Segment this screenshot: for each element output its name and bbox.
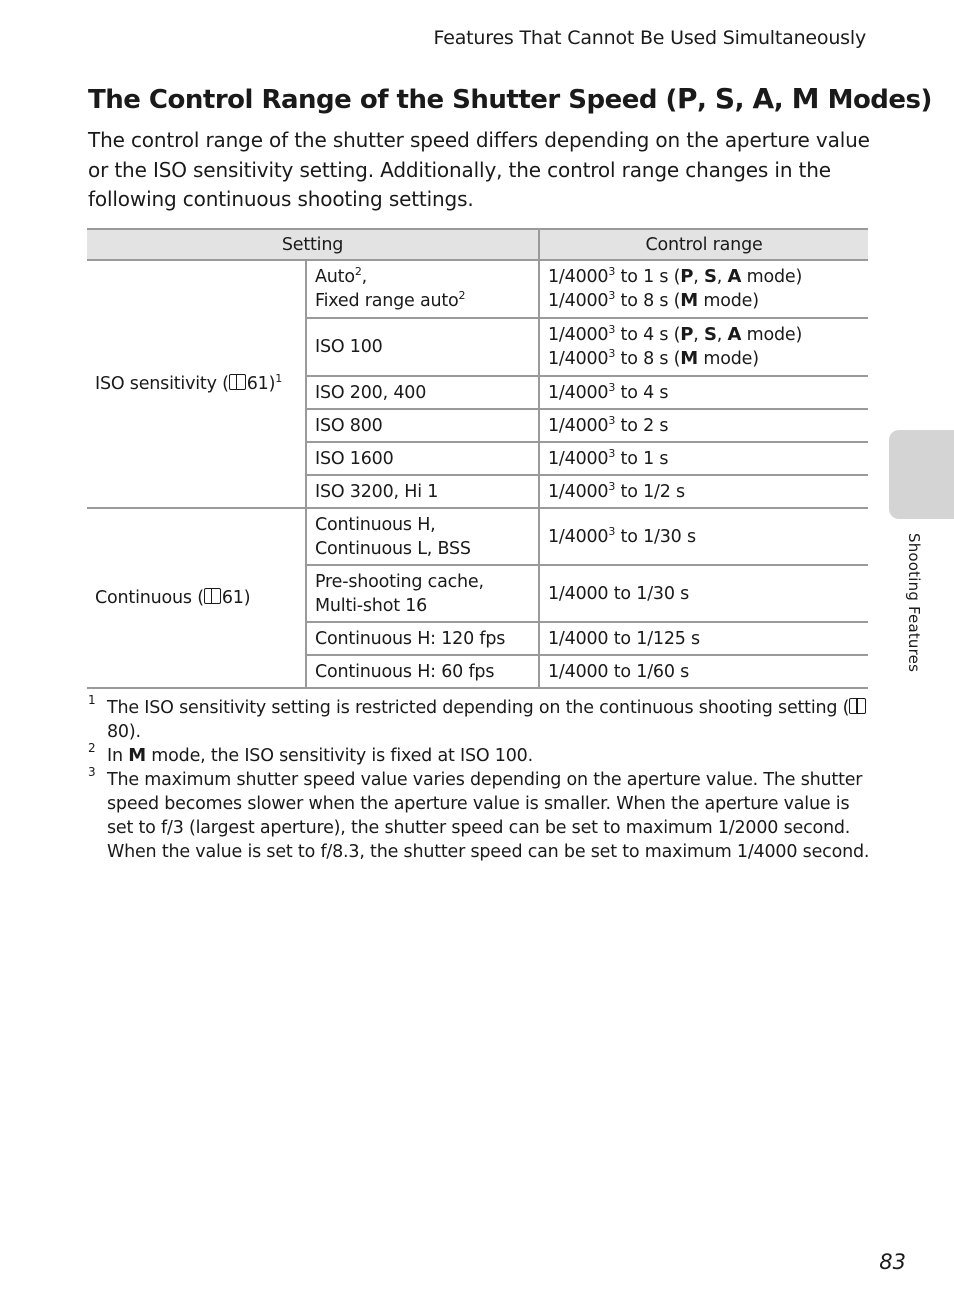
book-icon bbox=[204, 588, 221, 604]
mode-p-icon: P bbox=[680, 266, 694, 287]
range-cell: 1/4000$^3$ to 1 s (P, S, A mode) 1/4000$^3$ to 8 s (M mode) bbox=[539, 260, 868, 318]
shutter-range-table bbox=[87, 228, 868, 689]
mode-s-icon: S bbox=[704, 324, 717, 345]
range-cell: 1/4000$^3$ to 4 s (P, S, A mode) 1/4000$^3$ to 8 s (M mode) bbox=[539, 318, 868, 376]
setting-cell: ISO 800 bbox=[306, 409, 539, 442]
mode-p-icon: P bbox=[676, 82, 697, 115]
mode-a-icon: A bbox=[727, 266, 742, 287]
setting-cell: ISO 200, 400 bbox=[306, 376, 539, 409]
setting-cell: Continuous H, Continuous L, BSS bbox=[306, 508, 539, 565]
setting-cell: Auto$^2$, Fixed range auto$^2$ bbox=[306, 260, 539, 318]
book-icon bbox=[229, 374, 246, 390]
mode-p-icon: P bbox=[680, 324, 694, 345]
table-header-row bbox=[87, 229, 868, 260]
section-title: The Control Range of the Shutter Speed (P, S, A, M Modes) bbox=[88, 82, 932, 115]
mode-m-icon: M bbox=[128, 745, 146, 766]
page-number: 83 bbox=[879, 1250, 906, 1274]
setting-cell: Continuous H: 120 fps bbox=[306, 622, 539, 655]
footnote-1: 1 The ISO sensitivity setting is restricted depending on the continuous shooting setting (80). bbox=[88, 696, 870, 744]
mode-s-icon: S bbox=[704, 266, 717, 287]
range-cell: 1/4000 to 1/30 s bbox=[539, 565, 868, 622]
setting-cell: Continuous H: 60 fps bbox=[306, 655, 539, 688]
chapter-tab bbox=[889, 430, 954, 519]
range-cell: 1/4000 to 1/60 s bbox=[539, 655, 868, 688]
header-control-range: Control range bbox=[539, 229, 868, 260]
footnotes bbox=[88, 693, 870, 864]
footnote-3: 3 The maximum shutter speed value varies depending on the aperture value. The shutter speed becomes slower when the aperture value is smaller. When the aperture value is set to f/3 (largest aperture), the shutter speed can be set to maximum 1/2000 second. When the value is set to f/8.3, the shutter speed can be set to maximum 1/4000 second. bbox=[88, 765, 870, 862]
mode-a-icon: A bbox=[752, 82, 774, 115]
mode-m-icon: M bbox=[680, 290, 699, 311]
setting-cell: ISO 1600 bbox=[306, 442, 539, 475]
setting-cell: ISO 3200, Hi 1 bbox=[306, 475, 539, 508]
mode-m-icon: M bbox=[791, 82, 820, 115]
range-cell: 1/4000 to 1/125 s bbox=[539, 622, 868, 655]
table-row bbox=[87, 260, 868, 318]
setting-cell: ISO 100 bbox=[306, 318, 539, 376]
footnote-2: 2 In M mode, the ISO sensitivity is fixed at ISO 100. bbox=[88, 741, 533, 766]
header-setting: Setting bbox=[87, 229, 539, 260]
setting-cell: Pre-shooting cache, Multi-shot 16 bbox=[306, 565, 539, 622]
intro-paragraph: The control range of the shutter speed differs depending on the aperture value or the ISO sensitivity setting. Additionally, the control range changes in the following continuous shooting settings. bbox=[88, 128, 870, 211]
mode-s-icon: S bbox=[714, 82, 735, 115]
range-cell: 1/4000$^3$ to 2 s bbox=[539, 409, 868, 442]
table-row bbox=[87, 508, 868, 565]
running-head: Features That Cannot Be Used Simultaneously bbox=[433, 27, 866, 49]
range-cell: 1/4000$^3$ to 1 s bbox=[539, 442, 868, 475]
range-cell: 1/4000$^3$ to 1/30 s bbox=[539, 508, 868, 565]
book-icon bbox=[849, 698, 866, 714]
continuous-group: Continuous ( 61) bbox=[87, 508, 306, 688]
mode-m-icon: M bbox=[680, 348, 699, 369]
mode-a-icon: A bbox=[727, 324, 742, 345]
range-cell: 1/4000$^3$ to 1/2 s bbox=[539, 475, 868, 508]
chapter-tab-label: Shooting Features bbox=[905, 533, 923, 673]
iso-sensitivity-group: ISO sensitivity ( 61)$^1$ bbox=[87, 260, 306, 508]
range-cell: 1/4000$^3$ to 4 s bbox=[539, 376, 868, 409]
